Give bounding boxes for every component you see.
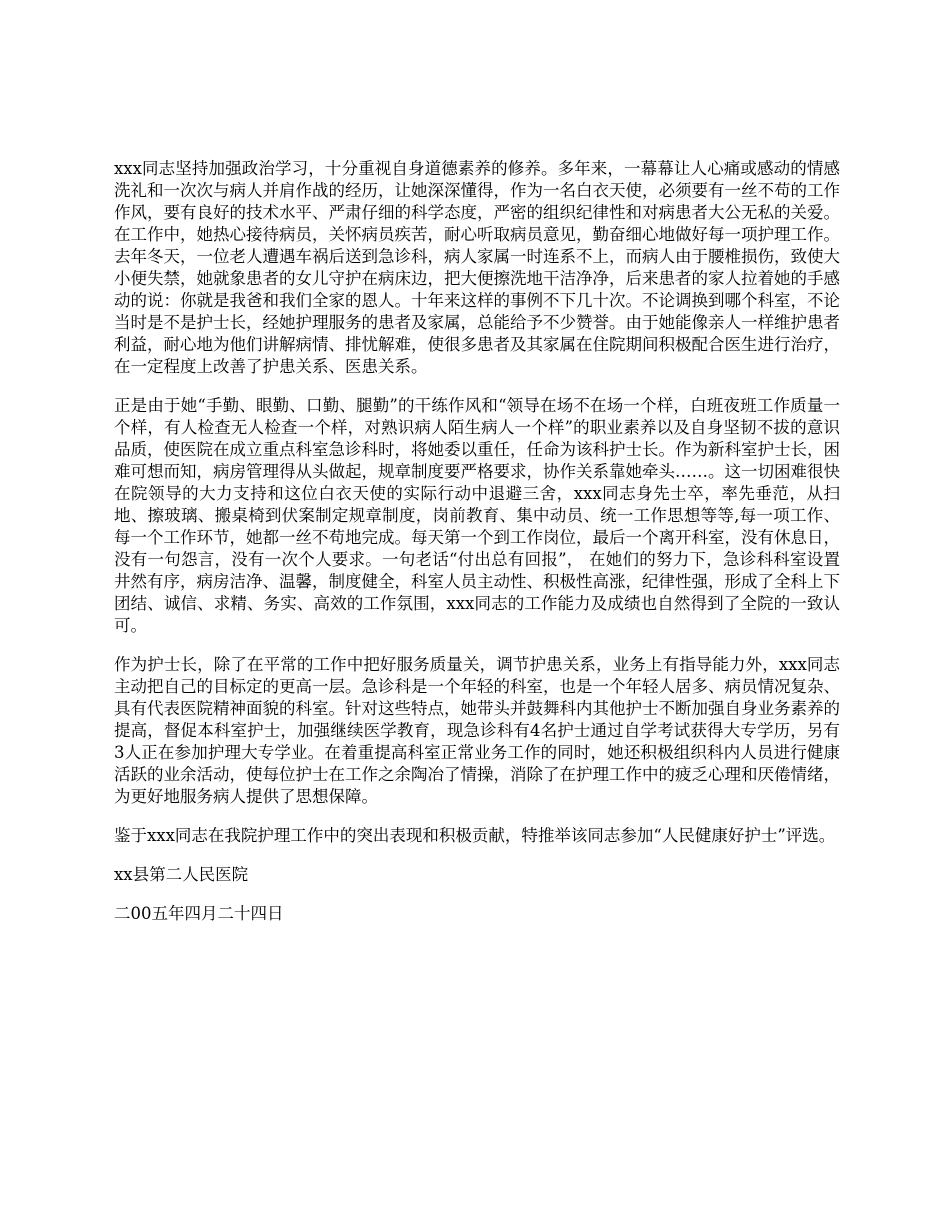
paragraph-4: 鉴于xxx同志在我院护理工作中的突出表现和积极贡献，特推举该同志参加“人民健康好护士”评选。 — [114, 826, 836, 845]
paragraph-2: 正是由于她“手勤、眼勤、口勤、腿勤”的干练作风和“领导在场不在场一个样，白班夜班工作质量一个样，有人检查无人检查一个样，对熟识病人陌生病人一个样”的职业素养以及自身坚韧不拔的意识品质，使医院在成立重点科室急诊科时，将她委以重任，任命为该科护士长。作为新科室护士长，困难可想而知，病房管理得从头做起，规章制度要严格要求，协作关系靠她牵头……。这一切困难很快在院领导的大力支持和这位白衣天使的实际行动中退避三舍，xxx同志身先士卒，率先垂范，从扫地、擦玻璃、搬桌椅到伏案制定规章制度，岗前教育、集中动员、统一工作思想等等,每一项工作、每一个工作环节，她都一丝不苟地完成。每天第一个到工作岗位，最后一个离开科室，没有休息日，没有一句怨言，没有一次个人要求。一句老话“付出总有回报”， 在她们的努力下，急诊科科室设置井然有序，病房洁净、温馨，制度健全，科室人员主动性、积极性高涨，纪律性强，形成了全科上下团结、诚信、求精、务实、高效的工作氛围，xxx同志的工作能力及成绩也自然得到了全院的一致认可。 — [114, 396, 840, 635]
paragraph-1: xxx同志坚持加强政治学习，十分重视自身道德素养的修养。多年来，一幕幕让人心痛或感动的情感洗礼和一次次与病人并肩作战的经历，让她深深懂得，作为一名白衣天使，必须要有一丝不苟的工作作风，要有良好的技术水平、严肃仔细的科学态度，严密的组织纪律性和对病患者大公无私的关爱。在工作中，她热心接待病员，关怀病员疾苦，耐心听取病员意见，勤奋细心地做好每一项护理工作。去年冬天，一位老人遭遇车祸后送到急诊科，病人家属一时连系不上，而病人由于腰椎损伤，致使大小便失禁，她就象患者的女儿守护在病床边，把大便擦洗地干洁净净，后来患者的家人拉着她的手感动的说：你就是我爸和我们全家的恩人。十年来这样的事例不下几十次。不论调换到哪个科室，不论当时是不是护士长，经她护理服务的患者及家属，总能给予不少赞誉。由于她能像亲人一样维护患者利益，耐心地为他们讲解病情、排忧解难，使很多患者及其家属在住院期间积极配合医生进行治疗，在一定程度上改善了护患关系、医患关系。 — [114, 159, 840, 376]
signature-date: 二00五年四月二十四日 — [114, 904, 284, 923]
document-body — [114, 158, 840, 942]
signature-organization: xx县第二人民医院 — [114, 865, 249, 884]
paragraph-3: 作为护士长，除了在平常的工作中把好服务质量关，调节护患关系，业务上有指导能力外，xxx同志主动把自己的目标定的更高一层。急诊科是一个年轻的科室，也是一个年轻人居多、病员情况复杂、具有代表医院精神面貌的科室。针对这些特点，她带头并鼓舞科内其他护士不断加强自身业务素养的提高，督促本科室护士，加强继续医学教育，现急诊科有4名护士通过自学考试获得大专学历，另有3人正在参加护理大专学业。在着重提高科室正常业务工作的同时，她还积极组织科内人员进行健康活跃的业余活动，使每位护士在工作之余陶冶了情操，消除了在护理工作中的疲乏心理和厌倦情绪，为更好地服务病人提供了思想保障。 — [114, 655, 840, 806]
